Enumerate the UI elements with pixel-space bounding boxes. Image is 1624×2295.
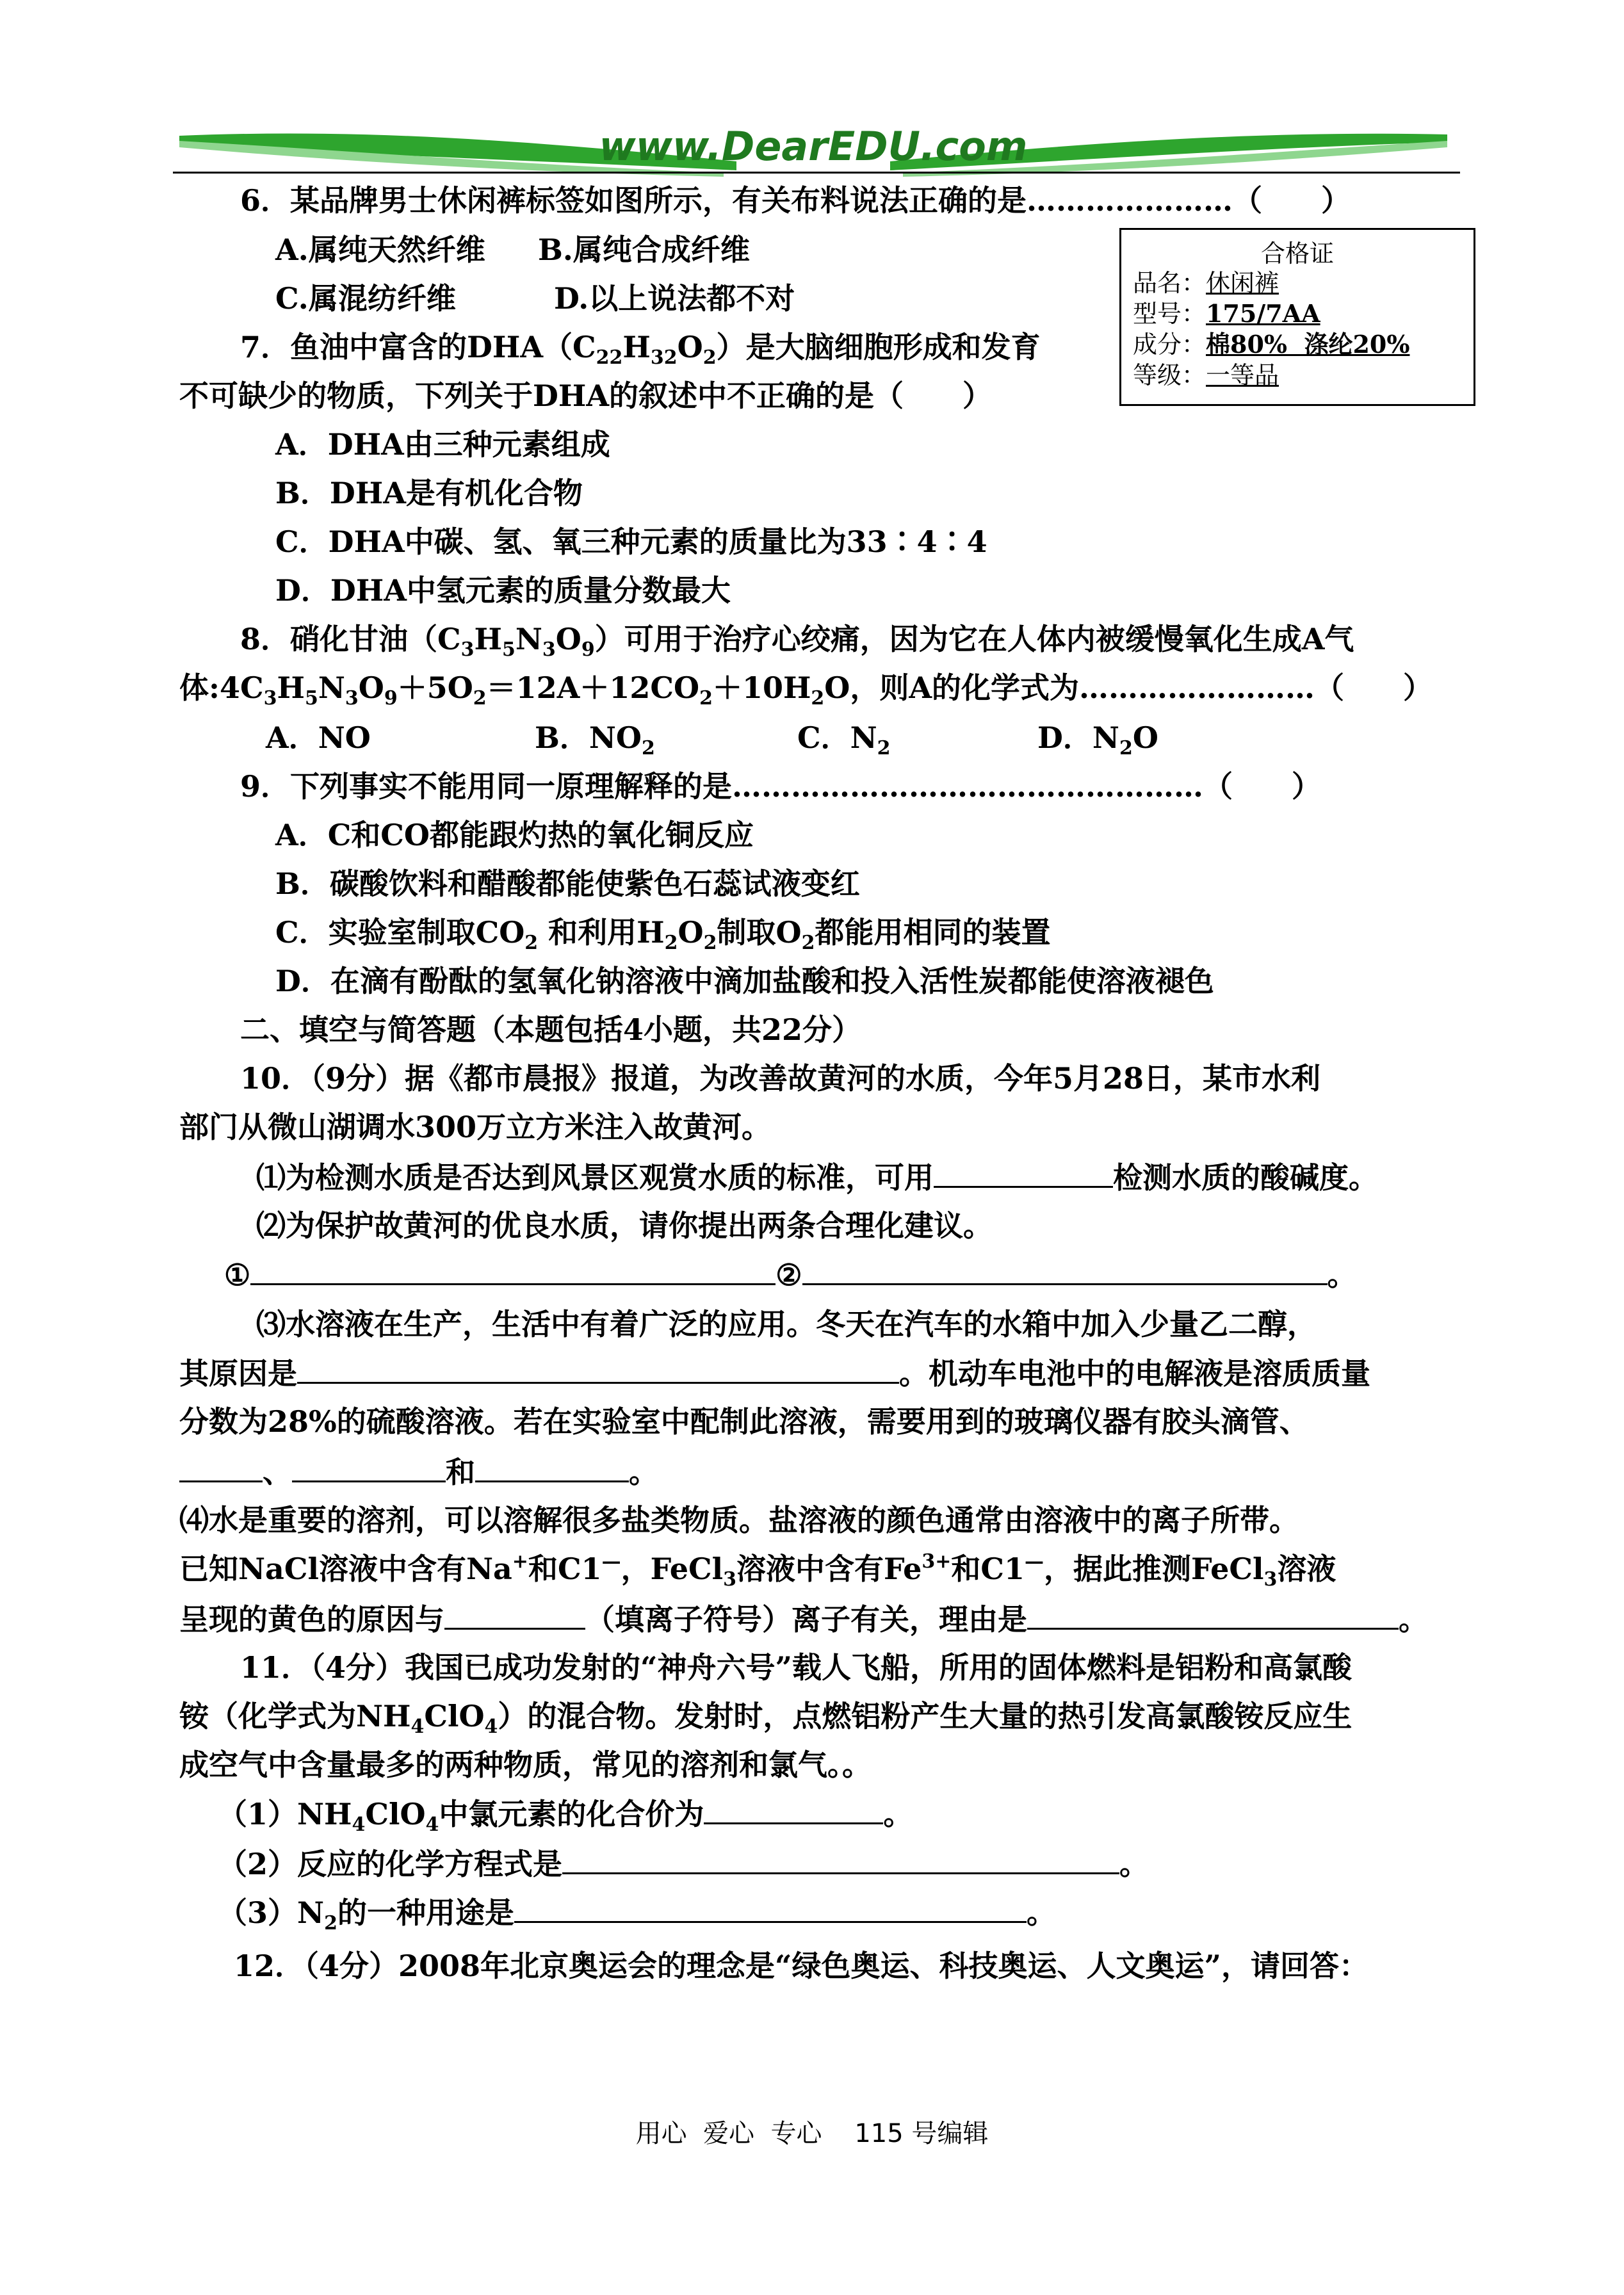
q6-option-c: C.属混纺纤维 bbox=[275, 281, 456, 316]
q10-instrument3-blank[interactable] bbox=[475, 1452, 629, 1482]
label-title: 合格证 bbox=[1260, 239, 1334, 268]
q8-option-b: B．$NO_2$ bbox=[535, 720, 655, 759]
q11-use-blank[interactable] bbox=[514, 1893, 1027, 1923]
label-row-model: 型号：175/7AA bbox=[1133, 299, 1320, 328]
q8-equation-line: 体$:4C_3H_5N_3O_9+5O_2=12A+12CO_2+10H_2O$，则A的化学式为……………………（ ） bbox=[179, 670, 1433, 710]
q9-option-b: B．碳酸饮料和醋酸都能使紫色石蕊试液变红 bbox=[275, 866, 860, 901]
q10-reason-blank[interactable] bbox=[297, 1354, 899, 1384]
label-row-composition: 成分：棉80% 涤纶20% bbox=[1133, 330, 1410, 359]
q9-option-d: D．在滴有酚酞的氢氧化钠溶液中滴加盐酸和投入活性炭都能使溶液褪色 bbox=[275, 964, 1214, 998]
q7-stem-line1: 7．鱼油中富含的$DHA(C_{22}H_{32}O_2)$是大脑细胞形成和发育 bbox=[240, 330, 1041, 369]
section2-title: 二、填空与简答题（本题包括4小题，共22分） bbox=[240, 1012, 862, 1047]
q11-part1: $(1)NH_4ClO_4$中氯元素的化合价为 。 bbox=[218, 1794, 913, 1833]
q10-instrument1-blank[interactable] bbox=[179, 1452, 263, 1482]
q10-part3-line3: 分数为28%的硫酸溶液。若在实验室中配制此溶液，需要用到的玻璃仪器有胶头滴管、 bbox=[179, 1404, 1309, 1439]
header-site-name: www.DearEDU.com bbox=[599, 123, 1028, 170]
q9-option-a: A．C和CO都能跟灼热的氧化铜反应 bbox=[275, 818, 754, 852]
q10-suggestion2-blank[interactable] bbox=[802, 1255, 1328, 1285]
q8-option-d: D．$N_2O$ bbox=[1037, 720, 1158, 759]
q6-option-b: B.属纯合成纤维 bbox=[538, 232, 750, 267]
q9-option-c: C．实验室制取$CO_2$ 和利用$H_2O_2$制取$O_2$都能用相同的装置 bbox=[275, 915, 1051, 954]
q10-part1: ⑴为检测水质是否达到风景区观赏水质的标准，可用 检测水质的酸碱度。 bbox=[256, 1158, 1378, 1197]
q10-part4-line3: 呈现的黄色的原因与 （填离子符号）离子有关，理由是 。 bbox=[179, 1600, 1428, 1639]
q11-stem-line1: 11．（4分）我国已成功发射的“神舟六号”载人飞船，所用的固体燃料是铝粉和高氯酸 bbox=[240, 1650, 1352, 1685]
q10-part4-line1: ⑷水是重要的溶剂，可以溶解很多盐类物质。盐溶液的颜色通常由溶液中的离子所带。 bbox=[179, 1503, 1299, 1537]
q10-instrument2-blank[interactable] bbox=[292, 1452, 446, 1482]
q7-option-b: B．DHA是有机化合物 bbox=[275, 476, 583, 510]
q6-option-d: D.以上说法都不对 bbox=[554, 281, 795, 316]
q11-part3: $(3)N_2$的一种用途是 。 bbox=[218, 1893, 1056, 1932]
q7-option-c: C．DHA中碳、氢、氧三种元素的质量比为33∶4∶4 bbox=[275, 524, 987, 559]
q11-stem-line3: 成空气中含量最多的两种物质，常见的溶剂和氯气。。 bbox=[179, 1748, 872, 1782]
q10-part3-line4: 、 和 。 bbox=[179, 1452, 658, 1491]
page-footer: 用心 爱心 专心 115 号编辑 bbox=[635, 2119, 989, 2148]
q10-ph-answer-blank[interactable] bbox=[934, 1158, 1113, 1188]
q8-option-c: C．$N_2$ bbox=[797, 720, 891, 759]
q11-part2: （2）反应的化学方程式是 。 bbox=[218, 1844, 1149, 1883]
q10-part3-line2: 其原因是 。机动车电池中的电解液是溶质质量 bbox=[179, 1354, 1370, 1393]
header-rule bbox=[173, 172, 1460, 174]
q12-stem: 12．（4分）2008年北京奥运会的理念是“绿色奥运、科技奥运、人文奥运”，请回答： bbox=[234, 1949, 1368, 1983]
q11-valence-blank[interactable] bbox=[704, 1794, 883, 1824]
q10-stem-line1: 10．（9分）据《都市晨报》报道，为改善故黄河的水质，今年5月28日，某市水利 bbox=[240, 1061, 1321, 1096]
q10-part4-line2: 已知NaCl溶液中含有Na+和C1—，FeCl$_3$溶液中含有$Fe^{3+}$和C1—，据此推测FeCl$_3$溶液 bbox=[179, 1550, 1336, 1591]
label-row-name: 品名：休闲裤 bbox=[1133, 269, 1279, 297]
q8-option-a: A．NO bbox=[266, 720, 371, 755]
q11-stem-line2: 铵（化学式为$NH_4ClO_4$）的混合物。发射时，点燃铝粉产生大量的热引发高氯酸铵反应生 bbox=[179, 1699, 1352, 1738]
q7-stem-line2: 不可缺少的物质，下列关于DHA的叙述中不正确的是（ ） bbox=[179, 378, 993, 413]
q11-equation-blank[interactable] bbox=[562, 1844, 1119, 1874]
q10-part2-answers: ① ② 。 bbox=[224, 1255, 1357, 1294]
clothing-label-box bbox=[1119, 228, 1475, 406]
q9-stem: 9．下列事实不能用同一原理解释的是…………………………………………（ ） bbox=[240, 769, 1322, 804]
q8-stem-line1: 8．硝化甘油$(C_3H_5N_3O_9)$可用于治疗心绞痛，因为它在人体内被缓慢氧化生成A气 bbox=[240, 622, 1354, 661]
q10-part3-line1: ⑶水溶液在生产，生活中有着广泛的应用。冬天在汽车的水箱中加入少量乙二醇， bbox=[256, 1307, 1317, 1342]
q10-suggestion1-blank[interactable] bbox=[250, 1255, 775, 1285]
q7-option-d: D．DHA中氢元素的质量分数最大 bbox=[275, 573, 731, 608]
q7-option-a: A．DHA由三种元素组成 bbox=[275, 427, 610, 462]
q6-option-a: A.属纯天然纤维 bbox=[275, 232, 485, 267]
q6-stem: 6．某品牌男士休闲裤标签如图所示，有关布料说法正确的是…………………（ ） bbox=[240, 183, 1351, 218]
q10-ion-blank[interactable] bbox=[444, 1600, 585, 1630]
q10-stem-line2: 部门从微山湖调水300万立方米注入故黄河。 bbox=[179, 1110, 772, 1144]
q10-part2: ⑵为保护故黄河的优良水质，请你提出两条合理化建议。 bbox=[256, 1208, 993, 1243]
q10-reason2-blank[interactable] bbox=[1027, 1600, 1399, 1630]
header-banner bbox=[173, 122, 1454, 179]
label-row-grade: 等级：一等品 bbox=[1133, 361, 1279, 389]
